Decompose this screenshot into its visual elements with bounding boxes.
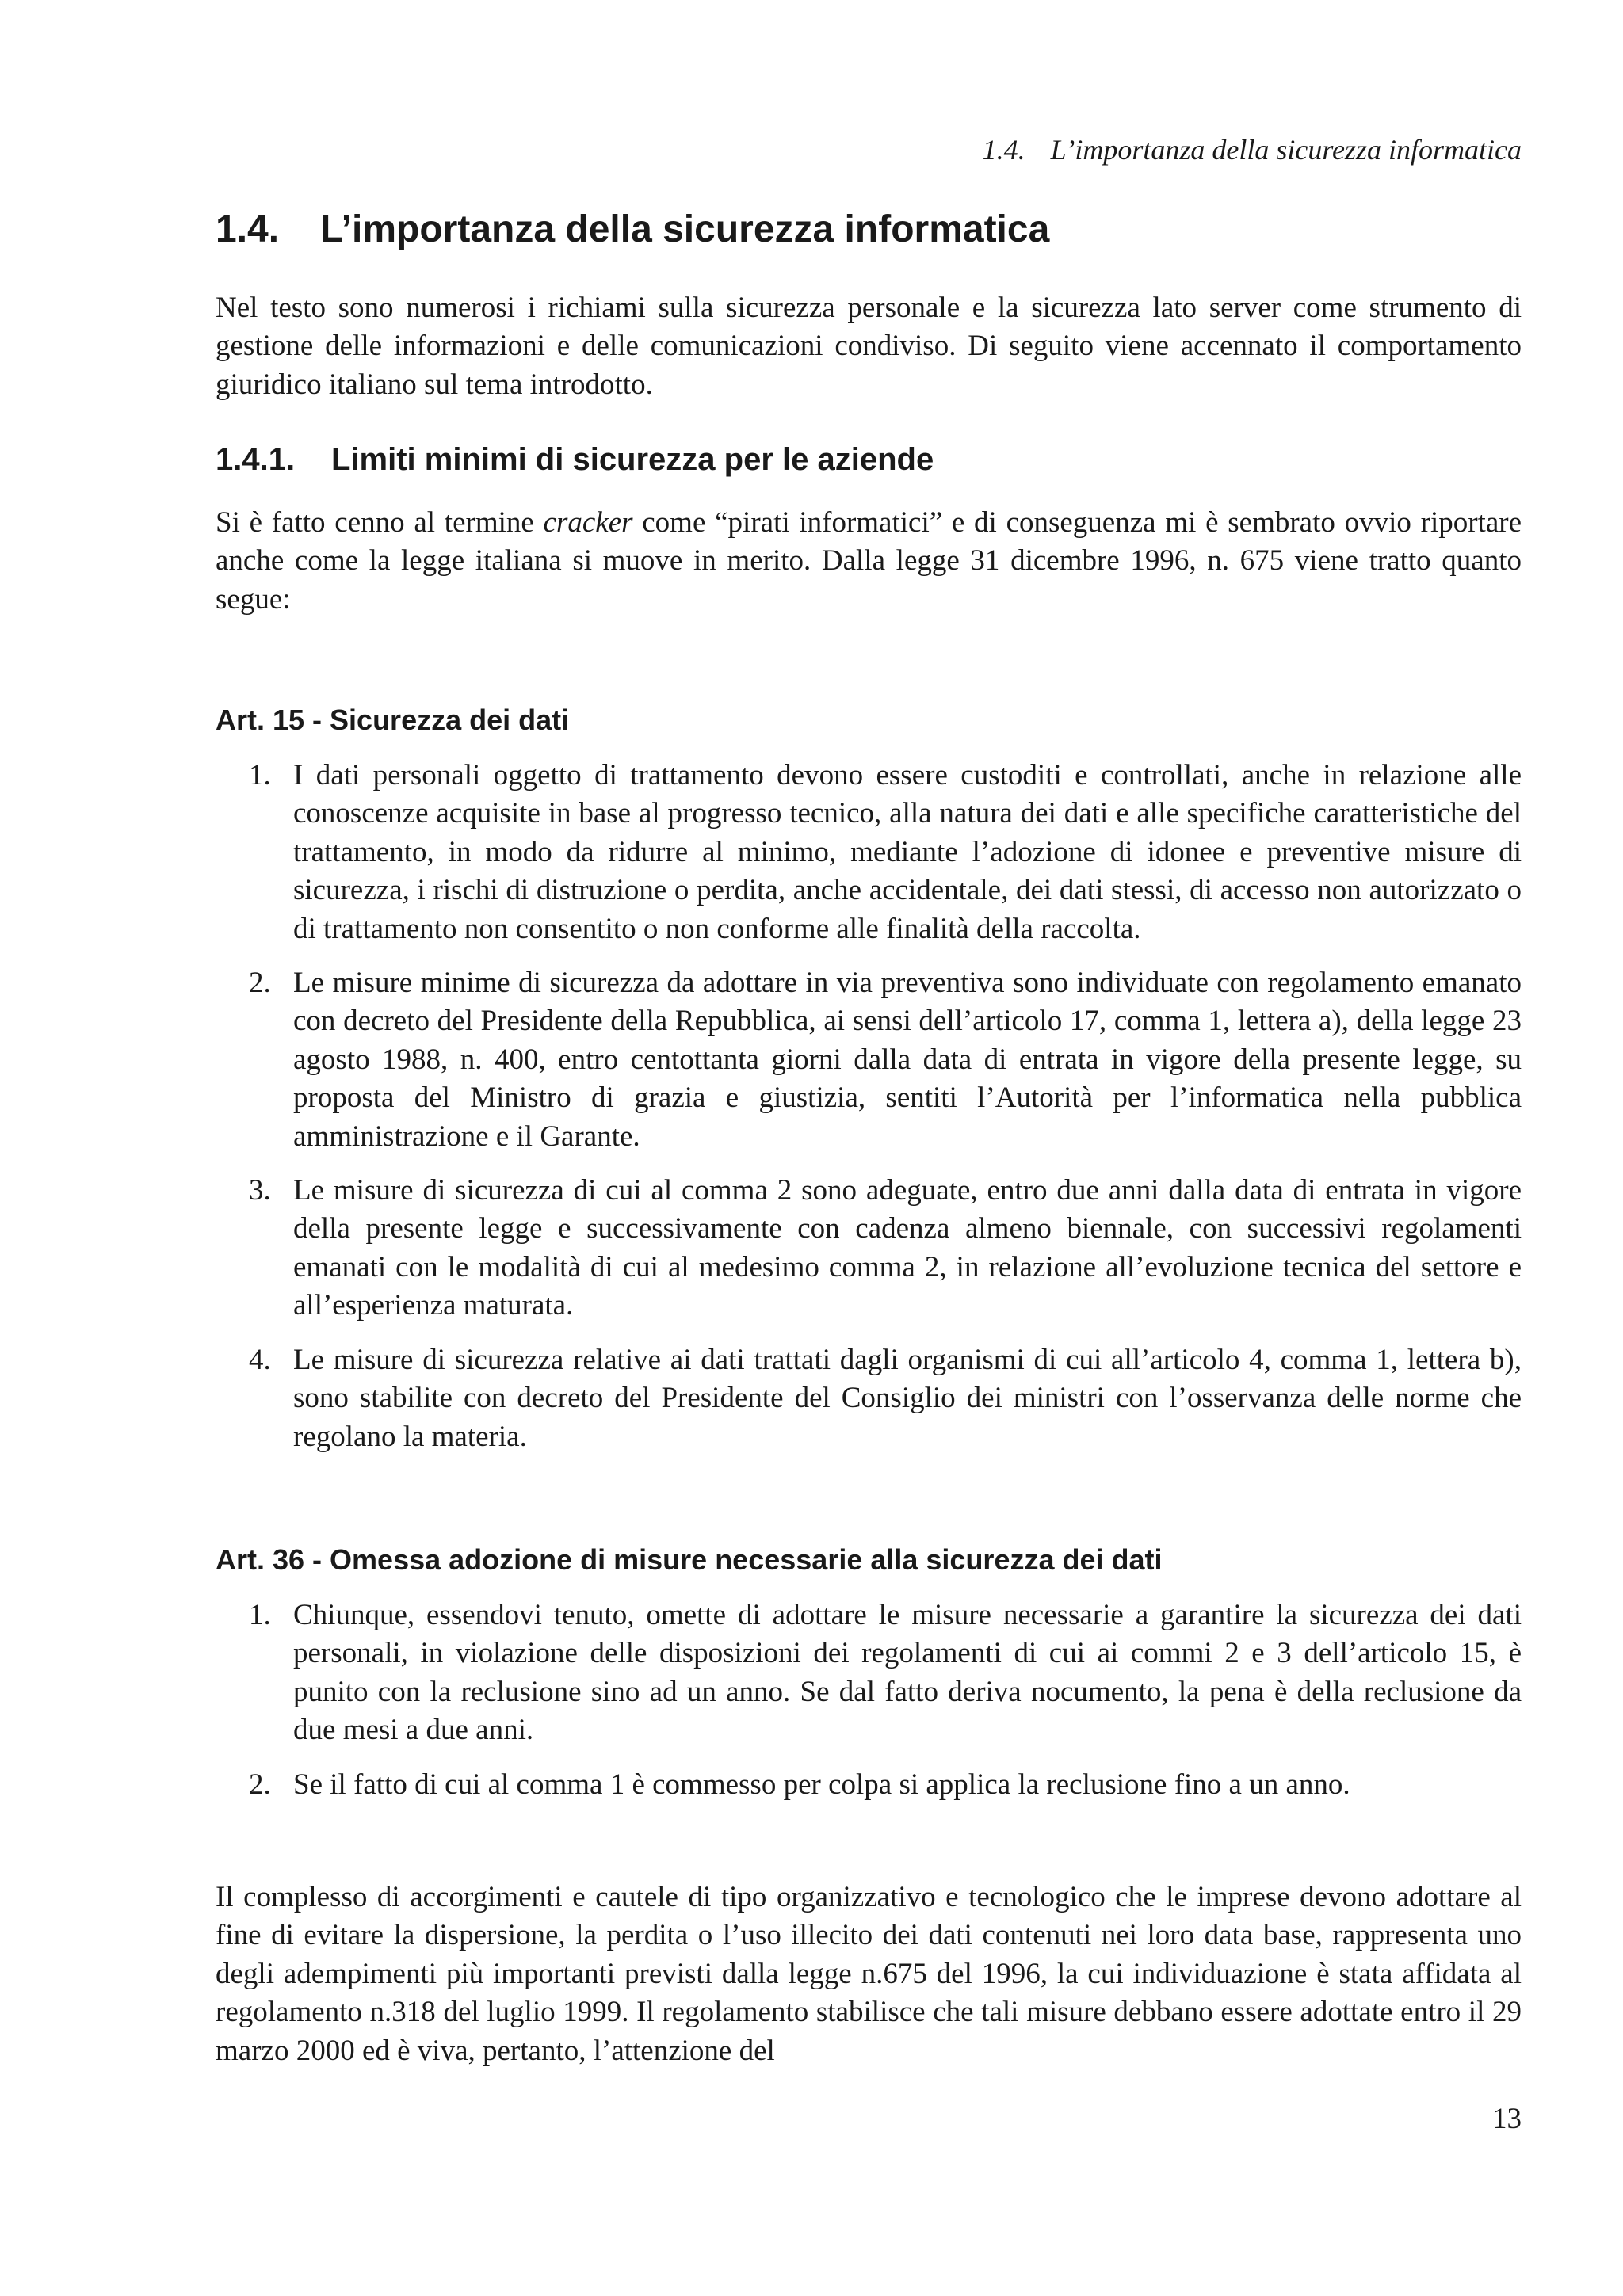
- section-title: L’importanza della sicurezza informatica: [320, 208, 1050, 250]
- section-heading: [216, 208, 1049, 251]
- list-marker: 1.: [249, 759, 271, 791]
- subsection-paragraph-start: Si è fatto cenno al termine: [216, 506, 544, 539]
- list-item-text: Le misure minime di sicurezza da adottare in via preventiva sono individuate con regolamento emanato con decreto del Presidente della Repubblica, ai sensi dell’articolo 17, comma 1, lettera a), della legge 23 agosto 1988, n. 400, entro centottanta giorni dalla data di entrata in vigore della presente legge, su proposta del Ministro di grazia e giustizia, sentiti l’Autorità per l’informatica nella pubblica amministrazione e il Garante.: [293, 967, 1522, 1153]
- page-number: 13: [1492, 2103, 1522, 2135]
- list-item-text: I dati personali oggetto di trattamento devono essere custoditi e controllati, anche in relazione alle conoscenze acquisite in base al progresso tecnico, alla natura dei dati e alle specifiche caratteristiche del trattamento, in modo da ridurre al minimo, mediante l’adozione di idonee e preventive misure di sicurezza, i rischi di distruzione o perdita, anche accidentale, dei dati stessi, di accesso non autorizzato o di trattamento non consentito o non conforme alle finalità della raccolta.: [293, 759, 1522, 945]
- running-header-title: L’importanza della sicurezza informatica: [1050, 134, 1522, 166]
- subsection-paragraph: [216, 504, 1522, 619]
- art15-item: [216, 1341, 1522, 1456]
- list-item-text: Le misure di sicurezza di cui al comma 2 sono adeguate, entro due anni dalla data di entrata in vigore della presente legge e successivamente con cadenza almeno biennale, con successivi regolamenti emanati con le modalità di cui al medesimo comma 2, in relazione all’evoluzione tecnica del settore e all’esperienza maturata.: [293, 1174, 1522, 1322]
- subsection-heading: [216, 442, 934, 478]
- section-number: 1.4.: [216, 208, 280, 250]
- list-marker: 2.: [249, 967, 271, 1000]
- closing-paragraph: Il complesso di accorgimenti e cautele di tipo organizzativo e tecnologico che le imprese devono adottare al fine di evitare la dispersione, la perdita o l’uso illecito dei dati contenuti nei loro data base, rappresenta uno degli adempimenti più importanti previsti dalla legge n.675 del 1996, la cui individuazione è stata affidata al regolamento n.318 del luglio 1999. Il regolamento stabilisce che tali misure debbano essere adottate entro il 29 marzo 2000 ed è viva, pertanto, l’attenzione del: [216, 1881, 1522, 2067]
- list-item-text: Le misure di sicurezza relative ai dati trattati dagli organismi di cui all’articolo 4, comma 1, lettera b), sono stabilite con decreto del Presidente del Consiglio dei ministri con l’osservanza delle norme che regolano la materia.: [293, 1343, 1522, 1453]
- list-item-text: Se il fatto di cui al comma 1 è commesso per colpa si applica la reclusione fino a un anno.: [293, 1768, 1350, 1801]
- art36-title: Art. 36 - Omessa adozione di misure necessarie alla sicurezza dei dati: [216, 1543, 1163, 1576]
- subsection-number: 1.4.1.: [216, 442, 296, 477]
- list-marker: 1.: [249, 1599, 271, 1631]
- running-header: [983, 133, 1522, 166]
- subsection-paragraph-end: come “pirati informatici” e di conseguenza mi è sembrato ovvio riportare anche come la legge italiana si muove in merito. Dalla legge 31 dicembre 1996, n. 675 viene tratto quanto segue:: [216, 506, 1522, 616]
- art36-item: [216, 1596, 1522, 1750]
- art15-item: [216, 964, 1522, 1156]
- art15-item: [216, 1172, 1522, 1325]
- art15-title: Art. 15 - Sicurezza dei dati: [216, 704, 570, 736]
- subsection-title: Limiti minimi di sicurezza per le aziende: [331, 442, 934, 477]
- list-marker: 4.: [249, 1343, 271, 1376]
- term-cracker: cracker: [543, 506, 633, 539]
- list-marker: 2.: [249, 1768, 271, 1801]
- art36-list: [216, 1596, 1522, 1820]
- running-header-number: 1.4.: [982, 134, 1025, 166]
- list-item-text: Chiunque, essendovi tenuto, omette di adottare le misure necessarie a garantire la sicurezza dei dati personali, in violazione delle disposizioni dei regolamenti di cui ai commi 2 e 3 dell’articolo 15, è punito con la reclusione sino ad un anno. Se dal fatto deriva nocumento, la pena è della reclusione da due mesi a due anni.: [293, 1599, 1522, 1747]
- art15-item: [216, 757, 1522, 948]
- art15-list: [216, 757, 1522, 1472]
- section-intro-paragraph: Nel testo sono numerosi i richiami sulla sicurezza personale e la sicurezza lato server come strumento di gestione delle informazioni e delle comunicazioni condiviso. Di seguito viene accennato il comportamento giuridico italiano sul tema introdotto.: [216, 292, 1522, 401]
- list-marker: 3.: [249, 1174, 271, 1207]
- art36-item: [216, 1766, 1522, 1804]
